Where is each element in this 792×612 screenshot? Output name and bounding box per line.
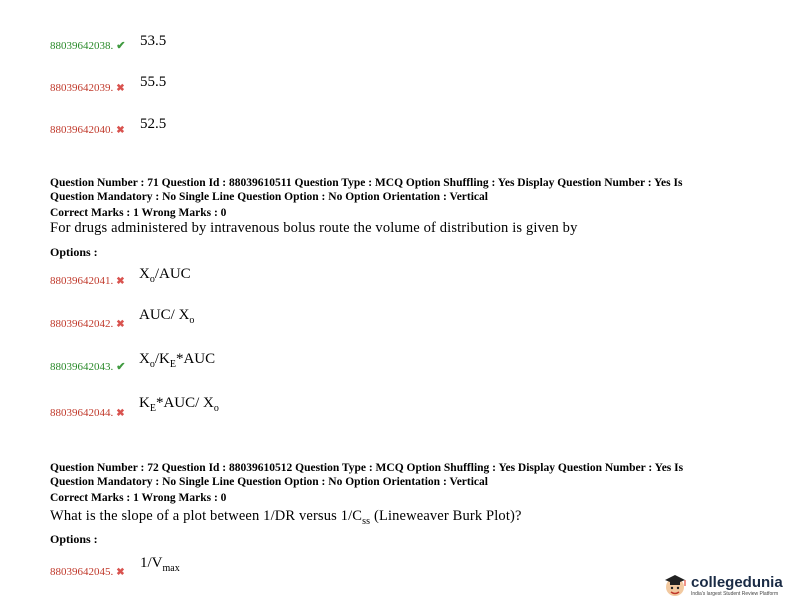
option-text: $1/V_{max}$ (140, 555, 180, 574)
cross-icon: ✖ (116, 408, 125, 419)
collegedunia-logo (661, 570, 787, 602)
cross-icon: ✖ (116, 83, 125, 94)
option-id: 88039642040. ✖ (50, 124, 125, 136)
option-text: 53.5 (140, 33, 167, 49)
option-id: 88039642044. ✖ (50, 407, 125, 419)
graduate-icon (661, 570, 689, 600)
question-text: For drugs administered by intravenous bolus route the volume of distribution is given by (50, 220, 578, 236)
options-label: Options : (50, 245, 98, 259)
option-id: 88039642043. ✔ (50, 361, 126, 373)
cross-icon: ✖ (116, 319, 125, 330)
option-id: 88039642039. ✖ (50, 82, 125, 94)
options-label: Options : (50, 532, 98, 546)
check-icon: ✔ (116, 361, 126, 373)
option-id: 88039642045. ✖ (50, 566, 125, 578)
brand-name: collegedunia (691, 574, 783, 591)
question-meta: Question Number : 72 Question Id : 88039610512 Question Type : MCQ Option Shuffling : Yes Display Question Number : Yes Is Question Mandatory : No Single Line Question Option : No Option Orientation : Vertical Correct Marks : 1 Wrong Marks : 0 (50, 462, 684, 504)
option-text: $X_o$/AUC (139, 266, 191, 285)
option-id: 88039642038. ✔ (50, 40, 126, 52)
option-text: $X_o/K_E*AUC$ (139, 351, 216, 370)
option-text: 55.5 (140, 74, 167, 90)
cross-icon: ✖ (116, 276, 125, 287)
brand-tagline: India's largest Student Review Platform (691, 591, 779, 597)
question-meta: Question Number : 71 Question Id : 88039610511 Question Type : MCQ Option Shuffling : Yes Display Question Number : Yes Is Question Mandatory : No Single Line Question Option : No Option Orientation : Vertical Correct Marks : 1 Wrong Marks : 0 (50, 177, 683, 219)
option-text: AUC/ $X_o$ (139, 307, 195, 326)
option-text: 52.5 (140, 116, 167, 132)
cross-icon: ✖ (116, 567, 125, 578)
question-text: What is the slope of a plot between 1/DR versus $1/C_{ss}$ (Lineweaver Burk Plot)? (50, 508, 522, 527)
option-id: 88039642041. ✖ (50, 275, 125, 287)
option-text: $K_E*AUC/$ $X_o$ (139, 395, 219, 414)
check-icon: ✔ (116, 40, 126, 52)
cross-icon: ✖ (116, 125, 125, 136)
option-id: 88039642042. ✖ (50, 318, 125, 330)
